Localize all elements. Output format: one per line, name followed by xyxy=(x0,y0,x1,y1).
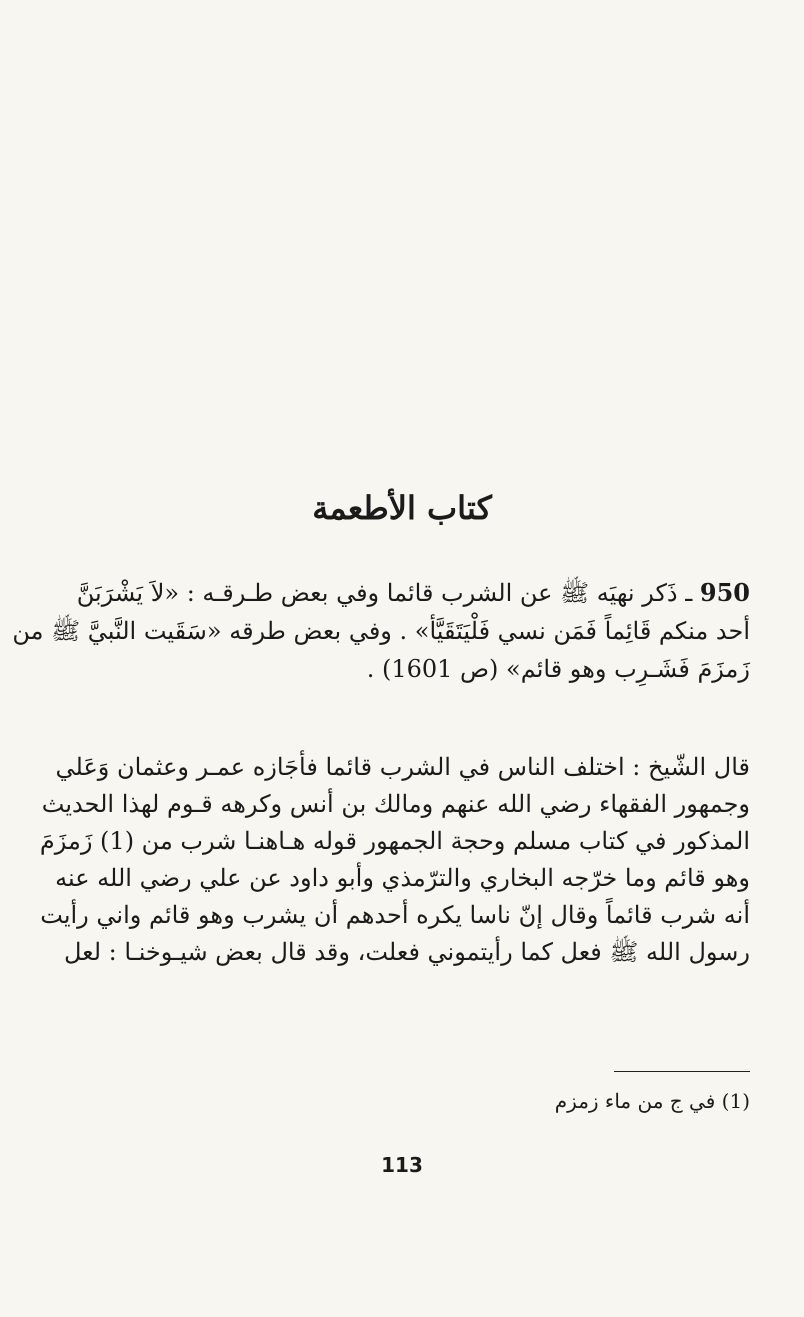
commentary-line-5: أنه شرب قائماً وقال إنّ ناسا يكره أحدهم أن يشرب وهو قائم واني رأيت xyxy=(40,901,750,929)
footnote-divider xyxy=(614,1071,750,1072)
entry-line-3: زَمزَمَ فَشَـرِب وهو قائم» (ص 1601) . xyxy=(366,655,750,683)
commentary-line-3: المذكور في كتاب مسلم وحجة الجمهور قوله هـاهنـا شرب من (1) زَمزَمَ xyxy=(39,827,750,855)
commentary-line-1: قال الشّيخ : اختلف الناس في الشرب قائما فأجَازه عمـر وعثمان وَعَلي xyxy=(55,753,750,781)
commentary-line-6: رسول الله ﷺ فعل كما رأيتموني فعلت، وقد قال بعض شيـوخنـا : لعل xyxy=(63,938,750,966)
hadith-entry xyxy=(12,574,750,688)
commentary-paragraph xyxy=(39,748,750,970)
page-number: 113 xyxy=(381,1153,423,1177)
entry-line-2: أحد منكم قَائِماً فَمَن نسي فَلْيَتَقَيَّأ» . وفي بعض طرقه «سَقَيت النَّبيَّ ﷺ من xyxy=(12,617,750,645)
chapter-title: كتاب الأطعمة xyxy=(312,489,492,527)
entry-line-1-text: ـ ذَكر نهيَه ﷺ عن الشرب قائما وفي بعض طـرقـه : «لاَ يَشْرَبَنَّ xyxy=(76,579,693,607)
commentary-line-4: وهو قائم وما خرّجه البخاري والترّمذي وأبو داود عن علي رضي الله عنه xyxy=(55,864,750,892)
entry-number: 950 xyxy=(699,578,750,607)
commentary-line-2: وجمهور الفقهاء رضي الله عنهم ومالك بن أنس وكرهه قـوم لهذا الحديث xyxy=(41,790,750,818)
footnote: (1) في ج من ماء زمزم xyxy=(554,1089,750,1113)
entry-line-1 xyxy=(76,574,750,612)
